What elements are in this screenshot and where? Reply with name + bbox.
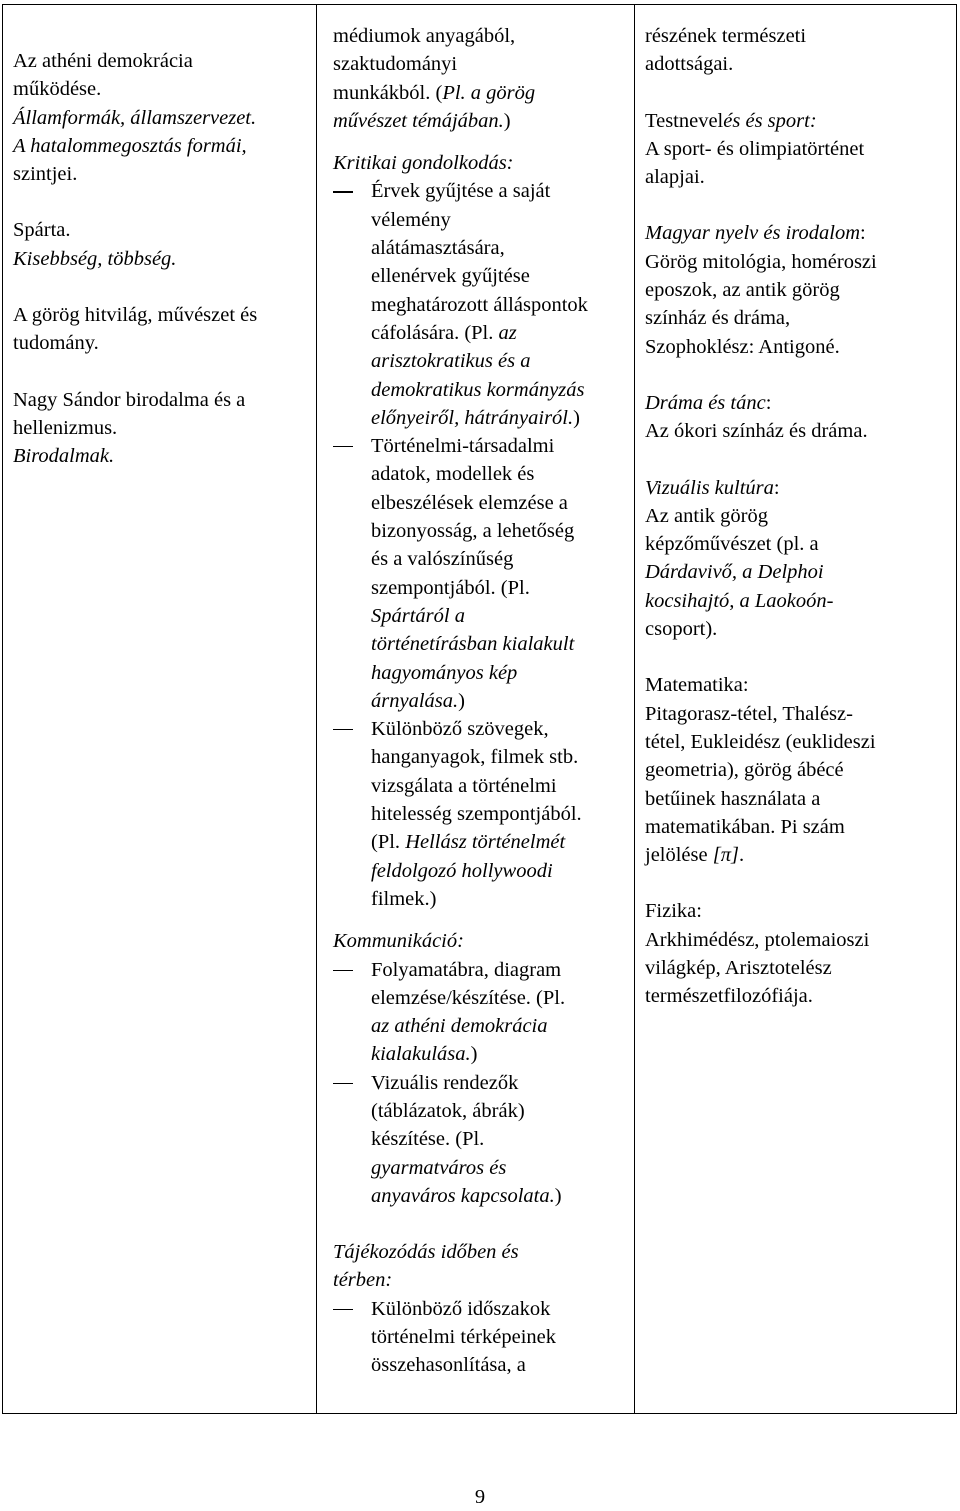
text-segment: matematikában. Pi szám xyxy=(645,815,845,838)
text-segment: kocsihajtó, a Laokoón- xyxy=(645,589,834,612)
dash-bullet-icon xyxy=(333,1069,371,1210)
text-segment: ) xyxy=(429,887,437,910)
skill-section-heading xyxy=(333,1238,630,1295)
text-segment: Arkhimédész, ptolemaioszi xyxy=(645,928,870,951)
text-segment: részének természeti xyxy=(645,25,807,47)
text-segment: szaktudományi xyxy=(333,53,458,76)
heading-line xyxy=(333,1266,630,1294)
text-segment: vélemény xyxy=(371,208,451,231)
text-segment: Tájékozódás időben és xyxy=(333,1241,519,1264)
spacer xyxy=(13,273,306,301)
text-segment: csoport). xyxy=(645,618,718,641)
list-item-text xyxy=(371,1295,630,1380)
list-item-text xyxy=(371,956,630,1069)
text-segment: vizsgálata a történelmi xyxy=(371,774,557,797)
list-item xyxy=(333,177,630,432)
text-segment: adottságai. xyxy=(645,53,734,76)
text-segment: ) xyxy=(573,406,580,429)
item-line xyxy=(371,432,630,460)
item-line xyxy=(371,234,630,262)
text-segment: alátámasztására, xyxy=(371,237,505,260)
connection-line xyxy=(645,671,952,699)
topic-line xyxy=(13,132,306,160)
text-segment: Kommunikáció: xyxy=(333,930,464,953)
text-segment: munkákból. ( xyxy=(333,81,443,104)
topic-line xyxy=(13,104,306,132)
text-segment: Az ókori színház és dráma. xyxy=(645,420,868,443)
text-segment: hagyományos kép xyxy=(371,661,518,684)
connection-line xyxy=(645,897,952,925)
item-line xyxy=(371,715,630,743)
text-segment: készítése. (Pl. xyxy=(371,1128,485,1151)
item-line xyxy=(371,517,630,545)
list-item xyxy=(333,1295,630,1380)
text-segment: Pitagorasz-tétel, Thalész- xyxy=(645,702,853,725)
topic-line xyxy=(13,75,306,103)
connection-line xyxy=(645,926,952,954)
spacer xyxy=(13,358,306,386)
item-line xyxy=(371,460,630,488)
text-segment: anyaváros kapcsolata. xyxy=(371,1184,555,1207)
text-segment: térben: xyxy=(333,1269,393,1292)
text-segment: Pl. a görög xyxy=(442,81,536,104)
text-segment: geometria), görög ábécé xyxy=(645,759,844,782)
item-line xyxy=(371,177,630,205)
spacer xyxy=(333,913,630,927)
spacer xyxy=(13,188,306,216)
text-segment: ) xyxy=(458,689,465,712)
item-line xyxy=(371,1069,630,1097)
list-item-text xyxy=(371,432,630,715)
connection-line xyxy=(645,502,952,530)
skills-column xyxy=(317,5,635,1414)
spacer xyxy=(645,191,952,219)
table-row xyxy=(3,5,957,1414)
connection-line xyxy=(645,615,952,643)
item-line xyxy=(371,574,630,602)
text-segment: előnyeiről, hátrányairól. xyxy=(371,406,574,429)
text-segment: A görög hitvilág, művészet és xyxy=(13,304,258,327)
topic-line xyxy=(13,386,306,414)
item-line xyxy=(371,984,630,1012)
text-segment: Görög mitológia, homéroszi xyxy=(645,250,877,273)
spacer xyxy=(645,79,952,107)
topic-line xyxy=(13,216,306,244)
connection-line xyxy=(645,558,952,586)
connections-column xyxy=(635,5,957,1414)
heading-line xyxy=(333,1238,630,1266)
item-line xyxy=(371,1351,630,1379)
text-segment: . xyxy=(738,844,745,867)
topic-line xyxy=(13,245,306,273)
text-segment: A hatalommegosztás formái, xyxy=(13,134,247,157)
topic-line xyxy=(13,301,306,329)
text-segment: Vizuális kultúra xyxy=(645,476,774,499)
connection-line xyxy=(645,276,952,304)
connection-line xyxy=(645,135,952,163)
text-segment: Vizuális rendezők xyxy=(371,1071,519,1094)
text-segment: (Pl. xyxy=(371,831,406,854)
topics-cell xyxy=(3,5,316,471)
text-segment: [π] xyxy=(712,844,739,867)
connection-line xyxy=(645,248,952,276)
text-segment: elbeszélések elemzése a xyxy=(371,491,568,514)
skills-cell xyxy=(317,5,634,1380)
item-line xyxy=(371,1182,630,1210)
item-line xyxy=(371,800,630,828)
connection-block xyxy=(645,897,952,1010)
text-segment: Az antik görög xyxy=(645,504,768,527)
text-segment: hanganyagok, filmek stb. xyxy=(371,746,579,769)
text-segment: működése. xyxy=(13,78,102,101)
connection-line xyxy=(645,22,952,50)
topic-line xyxy=(13,329,306,357)
connection-block xyxy=(645,22,952,79)
text-segment: kialakulása. xyxy=(371,1043,471,1066)
page-number: 9 xyxy=(474,1486,486,1508)
connection-line xyxy=(645,982,952,1010)
topic-line xyxy=(13,160,306,188)
connection-line xyxy=(645,785,952,813)
connection-block xyxy=(645,474,952,644)
list-item xyxy=(333,1069,630,1210)
connection-line xyxy=(645,304,952,332)
connection-line xyxy=(645,841,952,869)
item-line xyxy=(371,885,630,913)
text-segment: Testnevel xyxy=(645,109,724,132)
list-item xyxy=(333,715,630,913)
text-segment: : xyxy=(860,222,866,245)
item-line xyxy=(371,262,630,290)
text-segment: meghatározott álláspontok xyxy=(371,293,588,316)
item-line xyxy=(371,404,630,432)
text-segment: alapjai. xyxy=(645,166,705,189)
spacer xyxy=(645,446,952,474)
text-segment: (táblázatok, ábrák) xyxy=(371,1099,525,1122)
list-item-text xyxy=(371,715,630,913)
text-segment: az xyxy=(498,321,517,344)
text-segment: Spártáról a xyxy=(371,604,465,627)
text-segment: betűinek használata a xyxy=(645,787,821,810)
item-line xyxy=(371,659,630,687)
dash-bullet-icon xyxy=(333,715,371,913)
text-segment: összehasonlítása, a xyxy=(371,1354,526,1377)
item-line xyxy=(371,206,630,234)
text-segment: Az athéni demokrácia xyxy=(13,50,193,72)
text-segment: Matematika: xyxy=(645,674,749,697)
text-segment: és a valószínűség xyxy=(371,548,514,571)
connection-line xyxy=(645,107,952,135)
connection-line xyxy=(645,700,952,728)
topics-column xyxy=(3,5,317,1414)
connection-line xyxy=(645,587,952,615)
skill-section-heading xyxy=(333,927,630,955)
text-segment: történetírásban kialakult xyxy=(371,633,575,656)
item-line xyxy=(371,743,630,771)
item-line xyxy=(371,291,630,319)
text-segment: arisztokratikus és a xyxy=(371,350,531,373)
item-line xyxy=(371,545,630,573)
text-segment: hellenizmus. xyxy=(13,416,118,439)
text-segment: Szophoklész: Antigoné. xyxy=(645,335,840,358)
connection-line xyxy=(645,813,952,841)
heading-line xyxy=(333,149,630,177)
intro-line xyxy=(333,107,630,135)
topic-line xyxy=(13,442,306,470)
item-line xyxy=(371,1295,630,1323)
spacer xyxy=(645,643,952,671)
item-line xyxy=(371,489,630,517)
text-segment: Kisebbség, többség. xyxy=(13,247,177,270)
text-segment: Birodalmak. xyxy=(13,445,115,468)
text-segment: A sport- és olimpiatörténet xyxy=(645,137,865,160)
text-segment: gyarmatváros és xyxy=(371,1156,507,1179)
item-line xyxy=(371,857,630,885)
text-segment: Fizika: xyxy=(645,900,702,923)
spacer xyxy=(645,869,952,897)
text-segment: Dráma és tánc xyxy=(645,391,766,414)
list-item-text xyxy=(371,177,630,432)
item-line xyxy=(371,1012,630,1040)
text-segment: Történelmi-társadalmi xyxy=(371,435,555,458)
item-line xyxy=(371,347,630,375)
list-item-text xyxy=(371,1069,630,1210)
connection-block xyxy=(645,107,952,192)
connection-line xyxy=(645,333,952,361)
connection-block xyxy=(645,219,952,360)
text-segment: Államformák, államszervezet. xyxy=(13,106,257,129)
intro-line xyxy=(333,50,630,78)
heading-line xyxy=(333,927,630,955)
intro-line xyxy=(333,79,630,107)
text-segment: Spárta. xyxy=(13,219,71,242)
connection-line xyxy=(645,954,952,982)
text-segment: világkép, Arisztotelész xyxy=(645,957,832,980)
connection-line xyxy=(645,756,952,784)
text-segment: művészet témájában. xyxy=(333,109,504,132)
item-line xyxy=(371,319,630,347)
text-segment: tétel, Eukleidész (euklideszi xyxy=(645,730,876,753)
text-segment: színház és dráma, xyxy=(645,307,791,330)
text-segment: árnyalása. xyxy=(371,689,459,712)
text-segment: Érvek gyűjtése a saját xyxy=(371,180,551,203)
text-segment: ) xyxy=(554,1184,562,1207)
connection-line xyxy=(645,417,952,445)
item-line xyxy=(371,956,630,984)
topic-line xyxy=(13,47,306,75)
text-segment: az athéni demokrácia xyxy=(371,1015,548,1038)
connection-line xyxy=(645,530,952,558)
text-segment: jelölése xyxy=(645,844,713,867)
text-segment: szempontjából. (Pl. xyxy=(371,576,530,599)
text-segment: cáfolására. (Pl. xyxy=(371,321,499,344)
text-segment: Hellász történelmét xyxy=(405,831,566,854)
dash-bullet-icon xyxy=(333,177,371,432)
connection-line xyxy=(645,474,952,502)
dash-bullet-icon xyxy=(333,1295,371,1380)
item-line xyxy=(371,602,630,630)
skill-section-heading xyxy=(333,149,630,177)
item-line xyxy=(371,630,630,658)
text-segment: Dárdavivő, a Delphoi xyxy=(645,561,824,584)
text-segment: és és sport: xyxy=(723,109,817,132)
text-segment: ) xyxy=(470,1043,478,1066)
text-segment: Különböző időszakok xyxy=(371,1297,551,1320)
item-line xyxy=(371,376,630,404)
text-segment: tudomány. xyxy=(13,332,99,355)
connection-line xyxy=(645,219,952,247)
connections-cell xyxy=(635,5,956,1011)
item-line xyxy=(371,772,630,800)
item-line xyxy=(371,687,630,715)
text-segment: elemzése/készítése. (Pl. xyxy=(371,986,566,1009)
text-segment: képzőművészet (pl. a xyxy=(645,533,819,556)
text-segment: eposzok, az antik görög xyxy=(645,279,840,302)
text-segment: : xyxy=(773,476,780,499)
connection-block xyxy=(645,389,952,446)
item-line xyxy=(371,1154,630,1182)
text-segment: demokratikus kormányzás xyxy=(371,378,585,401)
item-line xyxy=(371,1125,630,1153)
dash-bullet-icon xyxy=(333,432,371,715)
text-segment: adatok, modellek és xyxy=(371,463,535,486)
item-line xyxy=(371,1040,630,1068)
item-line xyxy=(371,1323,630,1351)
intro-line xyxy=(333,22,630,50)
text-segment: : xyxy=(765,391,772,414)
dash-bullet-icon xyxy=(333,956,371,1069)
text-segment: Kritikai gondolkodás: xyxy=(333,152,514,175)
text-segment: Nagy Sándor birodalma és a xyxy=(13,388,246,411)
text-segment: feldolgozó hollywoodi xyxy=(371,859,553,882)
text-segment: Különböző szövegek, xyxy=(371,718,549,741)
text-segment: ) xyxy=(503,109,511,132)
text-segment: médiumok anyagából, xyxy=(333,25,516,47)
list-item xyxy=(333,432,630,715)
text-segment: ellenérvek gyűjtése xyxy=(371,265,530,288)
text-segment: bizonyosság, a lehetőség xyxy=(371,520,575,543)
text-segment: filmek. xyxy=(371,887,430,910)
text-segment: Folyamatábra, diagram xyxy=(371,958,562,981)
connection-line xyxy=(645,163,952,191)
text-segment: Magyar nyelv és irodalom xyxy=(645,222,861,245)
text-segment: szintjei. xyxy=(13,163,78,186)
connection-line xyxy=(645,728,952,756)
curriculum-table xyxy=(2,4,957,1414)
text-segment: történelmi térképeinek xyxy=(371,1326,556,1349)
spacer xyxy=(645,361,952,389)
connection-line xyxy=(645,50,952,78)
item-line xyxy=(371,1097,630,1125)
spacer xyxy=(333,1210,630,1224)
connection-line xyxy=(645,389,952,417)
spacer xyxy=(333,1224,630,1238)
item-line xyxy=(371,828,630,856)
text-segment: hitelesség szempontjából. xyxy=(371,803,582,826)
text-segment: természetfilozófiája. xyxy=(645,985,813,1008)
topic-line xyxy=(13,414,306,442)
spacer xyxy=(333,135,630,149)
connection-block xyxy=(645,671,952,869)
list-item xyxy=(333,956,630,1069)
